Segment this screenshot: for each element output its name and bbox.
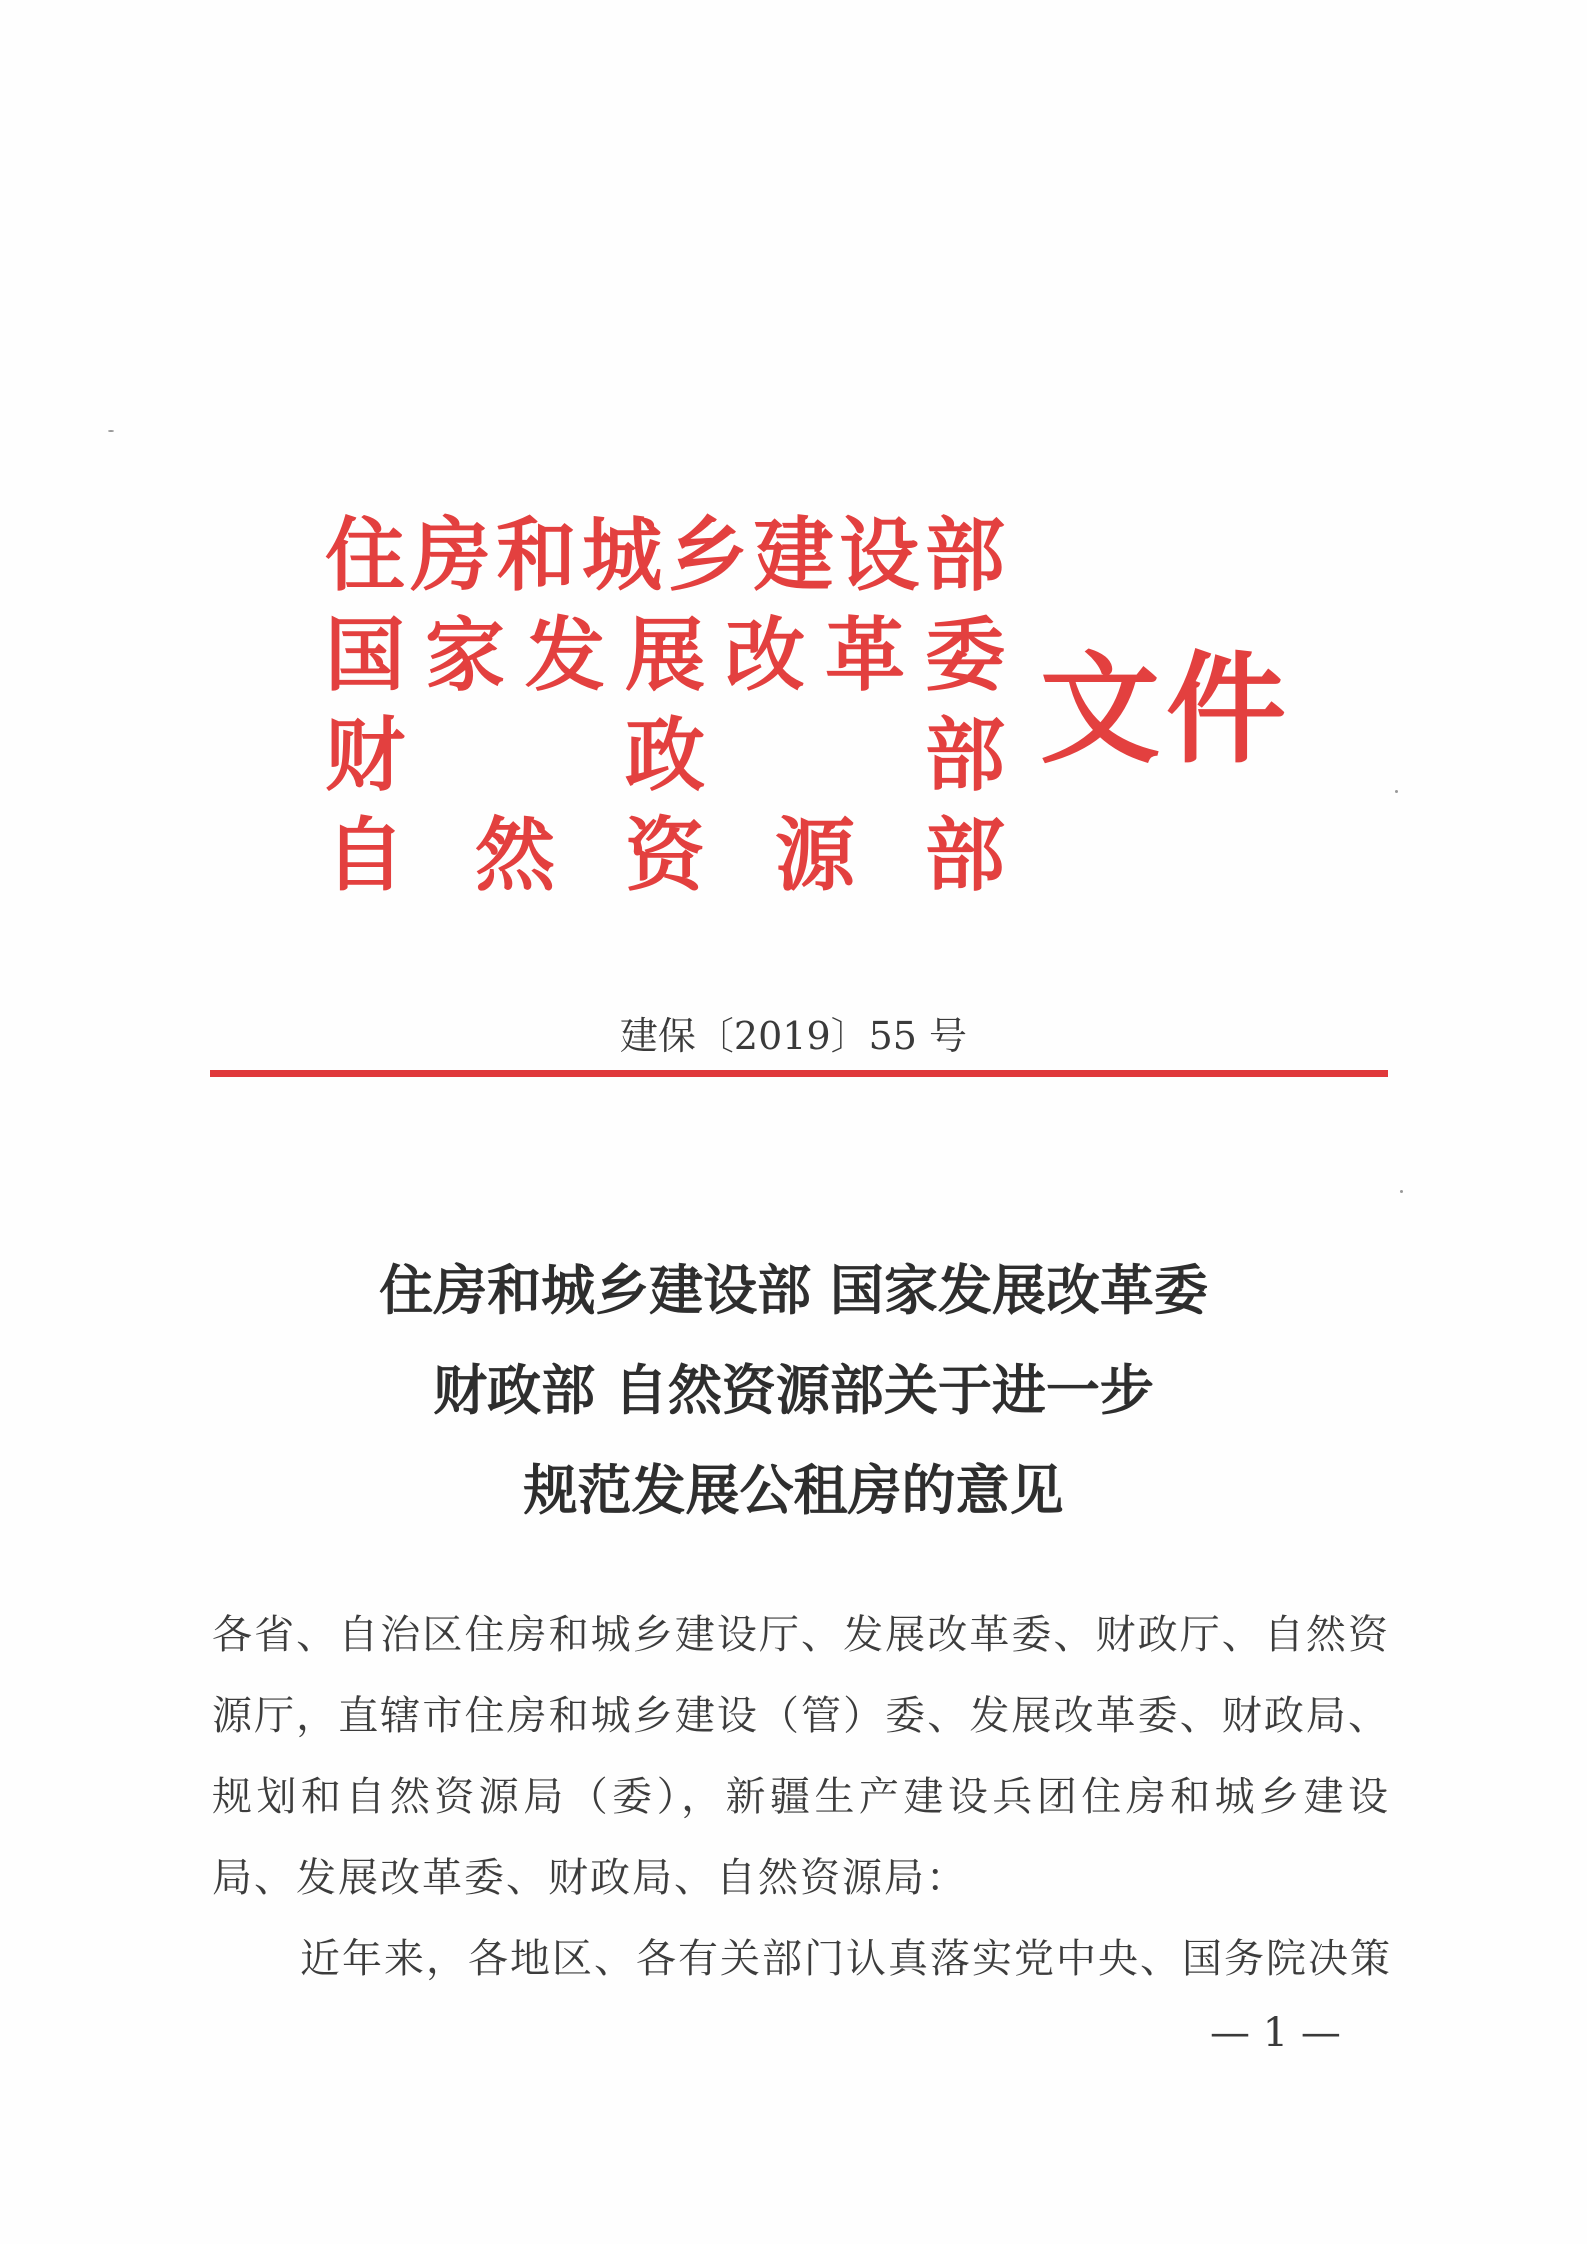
agency-line-2: 国 家 发 展 改 革 委 [325, 608, 1005, 702]
title-line-1: 住房和城乡建设部 国家发展改革委 [379, 1258, 1208, 1322]
body-text [212, 1595, 1390, 2000]
page-number: — 1 — [1210, 2010, 1341, 2056]
title-line-2: 财政部 自然资源部关于进一步 [433, 1358, 1154, 1422]
scan-speck [1400, 1190, 1403, 1193]
red-separator-line [210, 1070, 1388, 1077]
addressee-line-2: 源厅，直辖市住房和城乡建设（管）委、发展改革委、财政局、 [212, 1693, 1390, 1739]
issuing-agencies [325, 505, 1005, 905]
title-line-3: 规范发展公租房的意见 [523, 1458, 1064, 1522]
paragraph-line-1: 近年来，各地区、各有关部门认真落实党中央、国务院决策 [300, 1936, 1392, 1982]
scan-speck [108, 430, 114, 432]
scan-speck [1395, 790, 1398, 793]
document-suffix: 文件 [1040, 639, 1292, 780]
addressee-line-4: 局、发展改革委、财政局、自然资源局： [212, 1855, 968, 1901]
document-number: 建保〔2019〕55 号 [619, 1014, 968, 1058]
agency-line-1: 住 房 和 城 乡 建 设 部 [325, 508, 1005, 602]
document-title [0, 1240, 1587, 1540]
agency-line-4: 自 然 资 源 部 [325, 808, 1005, 902]
agency-line-3: 财 政 部 [325, 708, 1005, 802]
addressee-line-3: 规划和自然资源局（委），新疆生产建设兵团住房和城乡建设 [212, 1774, 1390, 1820]
addressee-line-1: 各省、自治区住房和城乡建设厅、发展改革委、财政厅、自然资 [212, 1612, 1390, 1658]
